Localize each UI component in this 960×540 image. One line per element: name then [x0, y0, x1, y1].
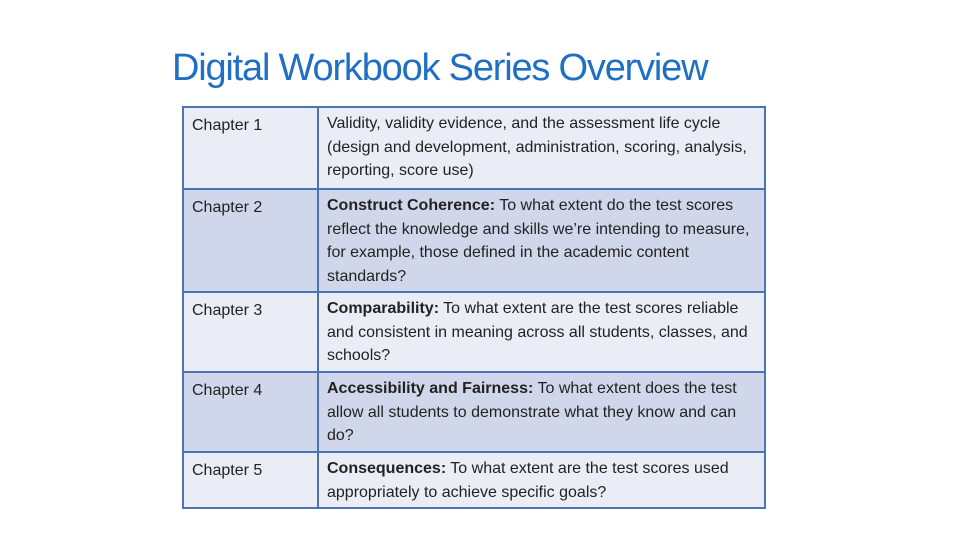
chapter-description-text: Validity, validity evidence, and the assessment life cycle (design and development, administration, scoring, analysis, reporting, score use)	[327, 115, 747, 179]
chapter-description-text: To what extent are the test scores reliable and consistent in meaning across all students, classes, and schools?	[327, 300, 748, 364]
chapter-label: Chapter 2	[184, 190, 319, 291]
chapter-heading: Accessibility and Fairness:	[327, 380, 534, 397]
chapter-description-text: To what extent do the test scores reflect the knowledge and skills we’re intending to measure, for example, those defined in the academic content standards?	[327, 197, 750, 285]
table-row-chapter-5	[184, 451, 764, 507]
table-row-chapter-4	[184, 371, 764, 451]
chapter-label: Chapter 4	[184, 373, 319, 451]
chapter-description	[319, 293, 764, 371]
chapter-heading: Consequences:	[327, 460, 447, 477]
chapter-description	[319, 190, 764, 291]
table-row-chapter-2	[184, 188, 764, 291]
chapter-description-text: To what extent are the test scores used appropriately to achieve specific goals?	[327, 460, 729, 501]
table-row-chapter-1	[184, 108, 764, 188]
chapter-description	[319, 373, 764, 451]
chapter-description	[319, 453, 764, 507]
chapter-description-text: To what extent does the test allow all students to demonstrate what they know and can do?	[327, 380, 737, 444]
chapter-label: Chapter 3	[184, 293, 319, 371]
chapter-heading: Comparability:	[327, 300, 440, 317]
page-title: Digital Workbook Series Overview	[172, 47, 708, 89]
chapter-heading: Construct Coherence:	[327, 197, 496, 214]
chapter-label: Chapter 1	[184, 108, 319, 188]
table-row-chapter-3	[184, 291, 764, 371]
chapter-description	[319, 108, 764, 188]
chapter-label: Chapter 5	[184, 453, 319, 507]
chapters-table	[182, 106, 766, 509]
